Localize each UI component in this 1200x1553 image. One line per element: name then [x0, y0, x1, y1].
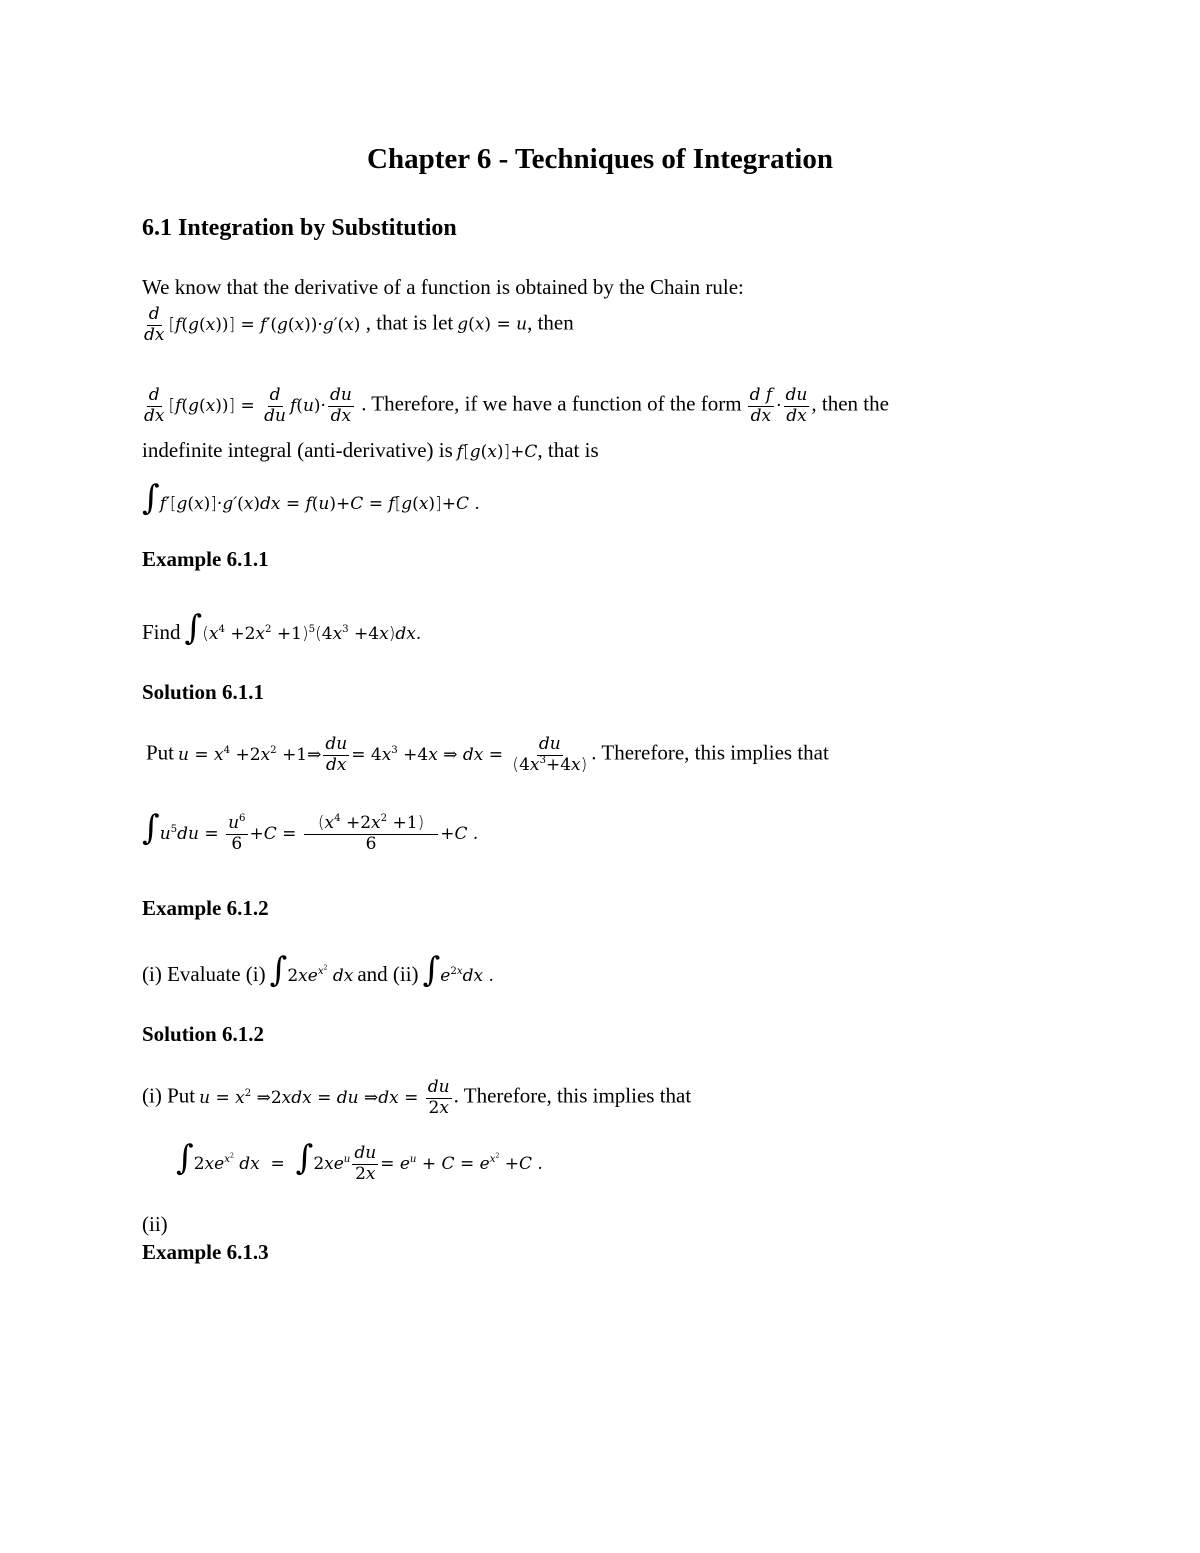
section-heading: 6.1 Integration by Substitution: [142, 215, 457, 241]
that-is-let-text: , that is let: [365, 310, 454, 335]
solution-6-1-2-result: $\int 2xe^{x^2}$ dx = $\int 2xe^u$ $\frac{du}{2x}$ = $e^u + C = e^{x^2} +C$ .: [176, 1138, 543, 1184]
therefore-implies-text-2: . Therefore, this implies that: [453, 1083, 692, 1108]
therefore-text: . Therefore, if we have a function of the form: [361, 391, 742, 416]
then-the-text: , then the: [811, 391, 889, 416]
chain-rule-du-equation: [140, 386, 889, 426]
evaluate-text: (i) Evaluate (i): [142, 962, 266, 986]
part-ii-label: (ii): [142, 1212, 168, 1236]
example-6-1-3-label: Example 6.1.3: [142, 1240, 269, 1264]
solution-6-1-2-formula: $u = x^2$ ⇒2xdx = du ⇒dx = $\frac{du}{2x}$: [199, 1077, 450, 1118]
example-6-1-2-integral-i: $\int 2xe^{x^2}$ dx: [269, 950, 354, 990]
example-6-1-1-label: Example 6.1.1: [142, 547, 269, 571]
that-is-text: , that is: [537, 438, 599, 462]
substitution-rule-equation: ∫f′[g(x)]·g′(x)dx = f(u)+C = f[g(x)]+C .: [142, 478, 480, 518]
indefinite-text: indefinite integral (anti-derivative) is: [142, 438, 453, 462]
form-expression: $\frac{\text{d f}}{dx}$ · $\frac{du}{dx}$: [749, 385, 808, 426]
find-text: Find: [142, 620, 181, 644]
chain-rule-formula: $\frac{d}{dx}$ [f(g(x))] = f′(g(x))·g′(x): [144, 304, 361, 345]
example-6-1-1-integral: $\int(x^4 +2x^2 +1)^5(4x^3 +4x)dx$.: [184, 608, 422, 648]
substitution-definition: g(x) = u: [457, 314, 528, 335]
i-put-text: (i) Put: [142, 1083, 196, 1108]
solution-6-1-1-formula: $u = x^4 +2x^2$ +1⇒ $\frac{du}{dx}$ = $4x^3 +4x$ ⇒ dx = $\frac{du}{(4x^3+4x)}$: [178, 734, 588, 775]
then-text: , then: [527, 310, 574, 335]
example-6-1-2-problem: [142, 950, 494, 990]
chapter-title: Chapter 6 - Techniques of Integration: [367, 143, 833, 175]
solution-6-1-1-label: Solution 6.1.1: [142, 680, 264, 704]
solution-6-1-1-substitution: [146, 735, 829, 775]
antiderivative-expression: f[g(x)]+C: [456, 442, 538, 462]
indefinite-integral-line: [142, 438, 599, 463]
example-6-1-1-problem: [142, 608, 421, 648]
chain-rule-du-formula: $\frac{d}{dx}$ [f(g(x))] = $\frac{d}{du}$ f(u)· $\frac{du}{dx}$: [144, 385, 352, 426]
solution-6-1-2-label: Solution 6.1.2: [142, 1022, 264, 1046]
intro-line: We know that the derivative of a function is obtained by the Chain rule:: [142, 275, 744, 299]
solution-6-1-2-substitution: [142, 1078, 691, 1118]
solution-6-1-1-result: $\int u^5du$ = $\frac{u^6}{6}$ +C = $\frac{(x^4 +2x^2 +1)}{6}$ +C .: [142, 808, 479, 854]
example-6-1-2-label: Example 6.1.2: [142, 896, 269, 920]
put-text: Put: [146, 740, 175, 765]
therefore-implies-text: . Therefore, this implies that: [591, 740, 829, 765]
chain-rule-equation: [140, 305, 574, 345]
and-ii-text: and (ii): [357, 962, 419, 986]
example-6-1-2-integral-ii: $\int e^{2x}dx$ .: [422, 950, 494, 990]
